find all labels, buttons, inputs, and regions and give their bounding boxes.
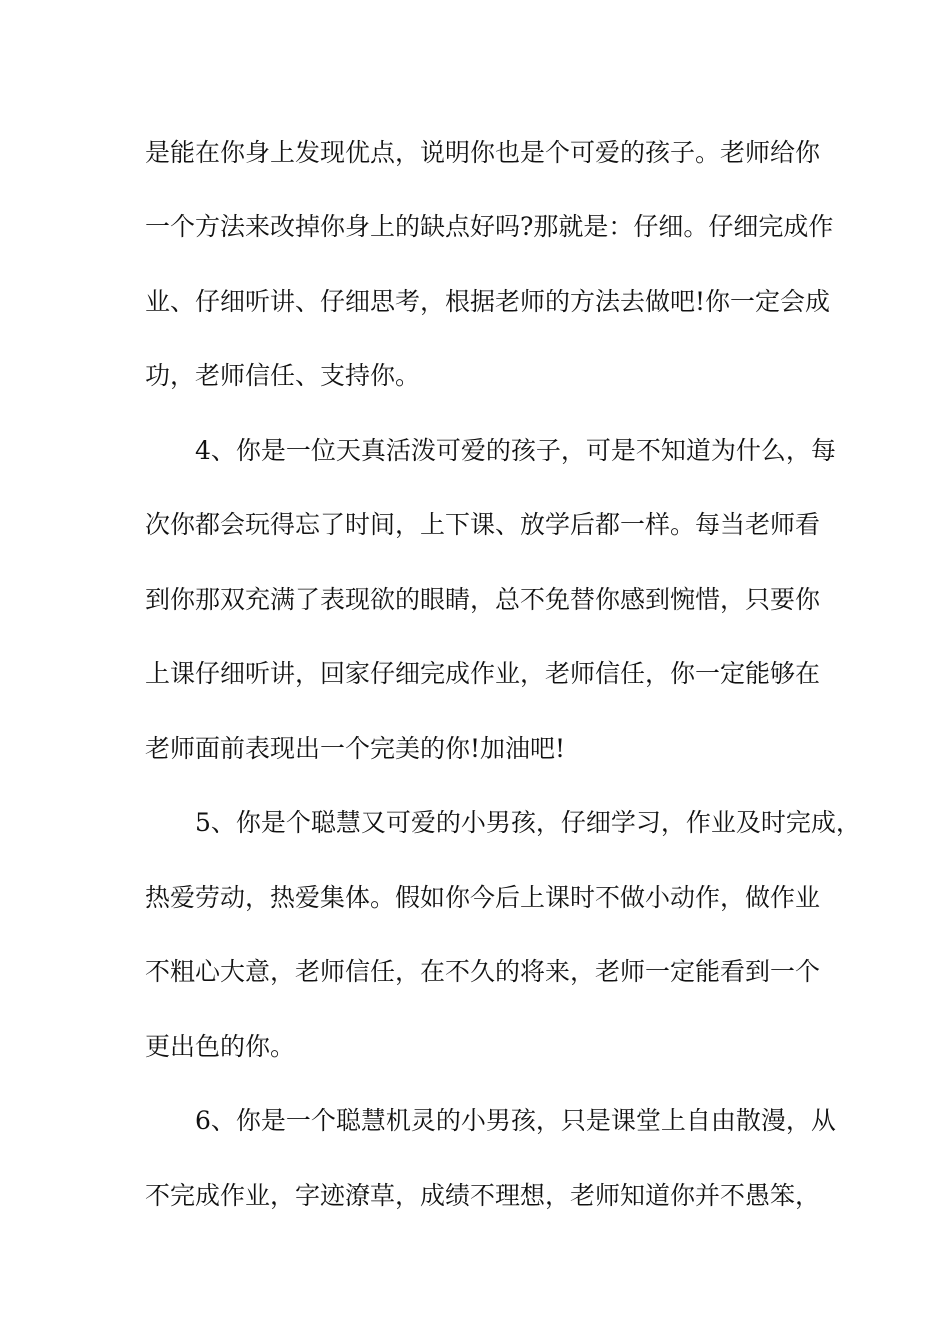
text-line: 更出色的你。 [145,1032,296,1061]
text-line: 业、仔细听讲、仔细思考，根据老师的方法去做吧!你一定会成 [145,287,831,316]
text-line: 老师面前表现出一个完美的你!加油吧! [145,734,566,763]
paragraph-5-start: 5、你是个聪慧又可爱的小男孩，仔细学习，作业及时完成， [195,808,861,837]
text-line: 是能在你身上发现优点，说明你也是个可爱的孩子。老师给你 [145,138,821,167]
paragraph-6-start: 6、你是一个聪慧机灵的小男孩，只是课堂上自由散漫，从 [195,1106,836,1135]
text-line: 热爱劳动，热爱集体。假如你今后上课时不做小动作，做作业 [145,883,821,912]
text-line: 到你那双充满了表现欲的眼睛，总不免替你感到惋惜，只要你 [145,585,821,614]
paragraph-4-start: 4、你是一位天真活泼可爱的孩子，可是不知道为什么，每 [195,436,836,465]
text-line: 不粗心大意，老师信任，在不久的将来，老师一定能看到一个 [145,957,821,986]
text-line: 次你都会玩得忘了时间，上下课、放学后都一样。每当老师看 [145,510,821,539]
text-line: 上课仔细听讲，回家仔细完成作业，老师信任，你一定能够在 [145,659,821,688]
text-line: 功，老师信任、支持你。 [145,361,421,390]
text-line: 一个方法来改掉你身上的缺点好吗?那就是：仔细。仔细完成作 [145,212,834,241]
text-line: 不完成作业，字迹潦草，成绩不理想，老师知道你并不愚笨， [145,1181,821,1210]
